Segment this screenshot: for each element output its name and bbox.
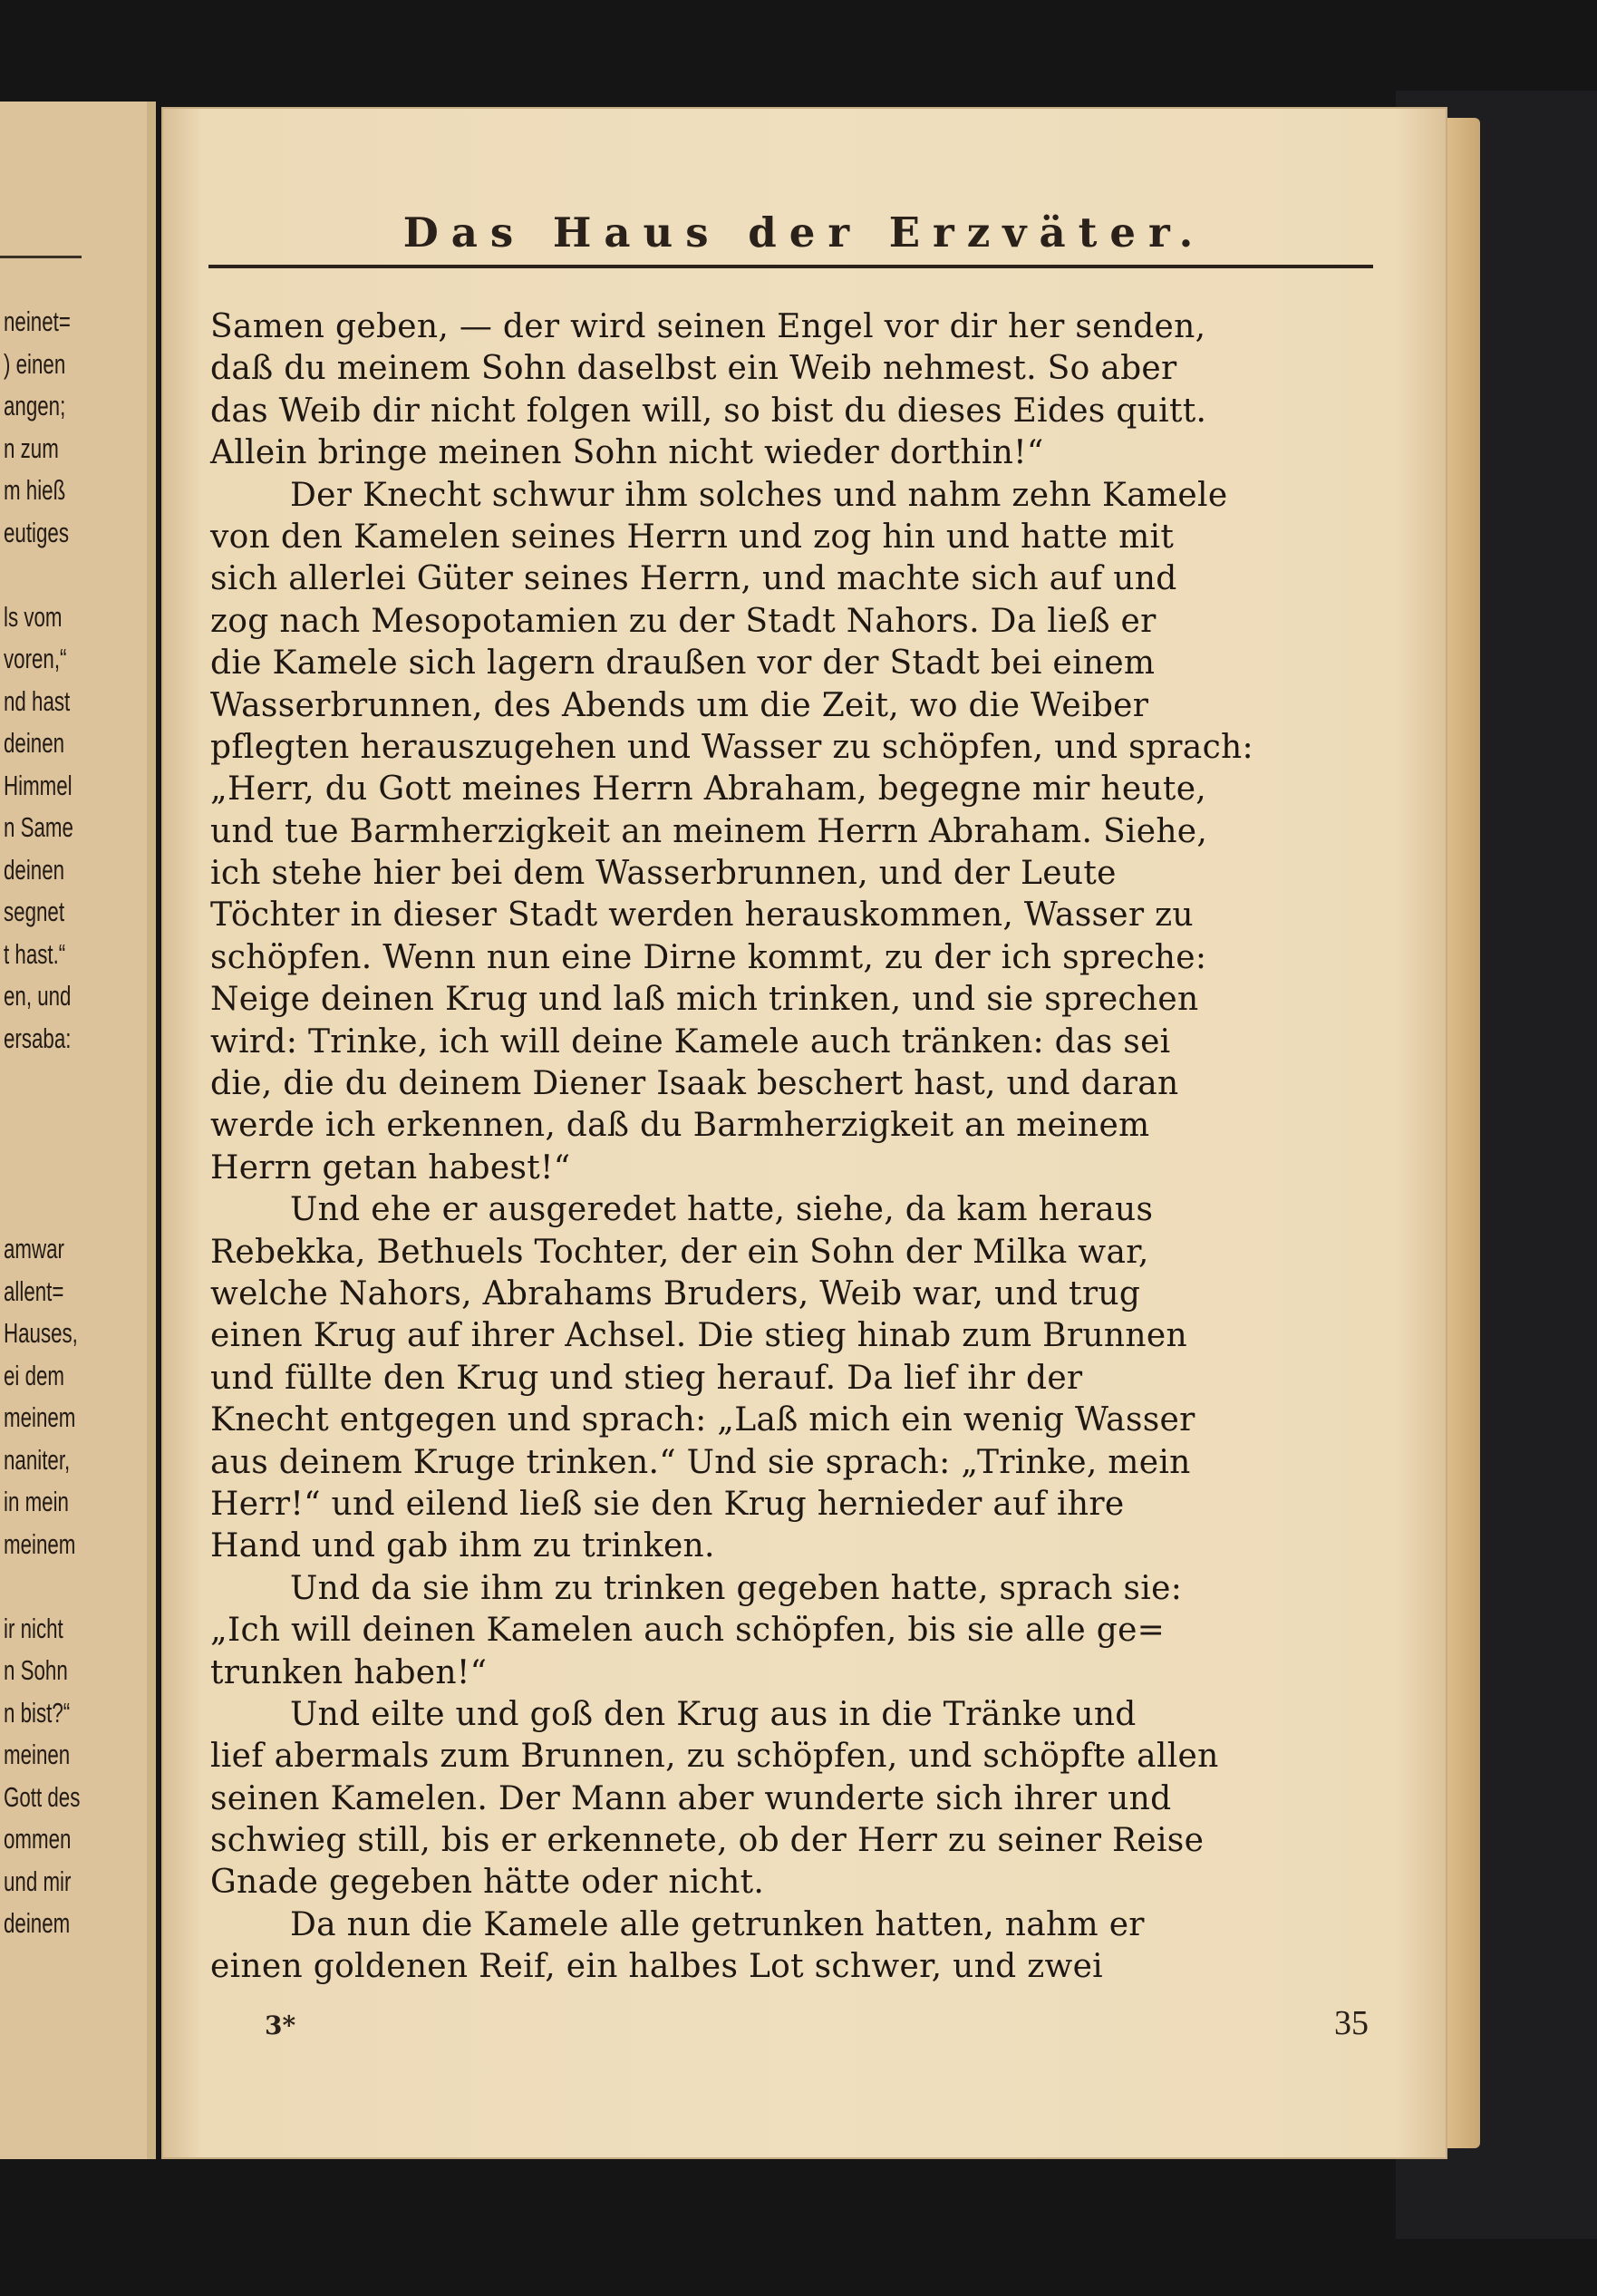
left-text-fragment: segnet <box>4 896 65 927</box>
left-text-fragment: deinen <box>4 727 65 759</box>
text-line: und füllte den Krug und stieg herauf. Da lief ihr der <box>210 1359 1083 1397</box>
left-text-fragment <box>4 1064 80 1107</box>
right-page <box>163 109 1446 2157</box>
left-text-fragment: Gott des <box>4 1780 81 1813</box>
text-line: aus deinem Kruge trinken.“ Und sie sprach: „Trinke, mein <box>210 1443 1191 1481</box>
left-text-fragment: en, und <box>4 980 72 1012</box>
text-line: Und da sie ihm zu trinken gegeben hatte, sprach sie: <box>290 1569 1183 1607</box>
text-line: Neige deinen Krug und laß mich trinken, und sie sprechen <box>210 981 1199 1019</box>
left-text-fragment: und mir <box>4 1865 72 1897</box>
text-line: von den Kamelen seines Herrn und zog hin und hatte mit <box>210 518 1175 556</box>
left-text-fragment: ir nicht <box>4 1612 63 1644</box>
left-text-fragment: Himmel <box>4 769 73 801</box>
left-text-fragment: deinen <box>4 853 65 886</box>
left-page-text <box>4 305 110 1950</box>
text-line: Knecht entgegen und sprach: „Laß mich ein wenig Wasser <box>210 1401 1195 1439</box>
text-line: „Ich will deinen Kamelen auch schöpfen, bis sie alle ge= <box>210 1612 1166 1650</box>
text-line: Gnade gegeben hätte oder nicht. <box>210 1864 765 1902</box>
text-line: Herrn getan habest!“ <box>210 1148 571 1187</box>
text-line: ich stehe hier bei dem Wasserbrunnen, und der Leute <box>210 855 1117 893</box>
left-page <box>0 102 156 2159</box>
text-line: schwieg still, bis er erkennete, ob der Herr zu seiner Reise <box>210 1822 1205 1860</box>
left-text-fragment: ersaba: <box>4 1022 72 1054</box>
left-text-fragment: eutiges <box>4 516 69 548</box>
page-number: 35 <box>1334 2004 1369 2042</box>
signature-mark: 3* <box>265 2010 296 2040</box>
left-text-fragment: naniter, <box>4 1443 71 1476</box>
text-line: einen Krug auf ihrer Achsel. Die stieg hinab zum Brunnen <box>210 1317 1187 1355</box>
left-text-fragment <box>4 1570 80 1613</box>
text-line: Und ehe er ausgeredet hatte, siehe, da kam heraus <box>290 1191 1154 1229</box>
text-line: lief abermals zum Brunnen, zu schöpfen, und schöpfte allen <box>210 1738 1219 1776</box>
text-line: Herr!“ und eilend ließ sie den Krug hernieder auf ihre <box>210 1485 1125 1523</box>
running-head: Das Haus der Erzväter. <box>402 208 1206 257</box>
text-line: das Weib dir nicht folgen will, so bist du dieses Eides quitt. <box>210 392 1207 430</box>
left-text-fragment <box>4 1191 80 1234</box>
text-line: die Kamele sich lagern draußen vor der Stadt bei einem <box>210 644 1156 683</box>
text-line: Wasserbrunnen, des Abends um die Zeit, wo die Weiber <box>210 686 1149 724</box>
text-line: werde ich erkennen, daß du Barmherzigkeit an meinem <box>210 1107 1150 1145</box>
text-line: daß du meinem Sohn daselbst ein Weib nehmest. So aber <box>210 350 1177 388</box>
left-text-fragment: allent= <box>4 1274 64 1307</box>
left-text-fragment: m hieß <box>4 474 66 506</box>
left-text-fragment: angen; <box>4 390 66 421</box>
left-text-fragment: Hauses, <box>4 1317 78 1349</box>
text-line: und tue Barmherzigkeit an meinem Herrn Abraham. Siehe, <box>210 812 1208 850</box>
left-text-fragment: amwar <box>4 1233 64 1264</box>
text-line: pflegten herauszugehen und Wasser zu schöpfen, und sprach: <box>210 728 1253 766</box>
text-line: „Herr, du Gott meines Herrn Abraham, begegne mir heute, <box>210 770 1207 809</box>
text-line: Hand und gab ihm zu trinken. <box>210 1527 715 1565</box>
left-text-fragment: n Same <box>4 811 73 843</box>
text-line: Und eilte und goß den Krug aus in die Tränke und <box>290 1695 1137 1733</box>
text-line: seinen Kamelen. Der Mann aber wunderte sich ihrer und <box>210 1779 1172 1817</box>
left-text-fragment <box>4 1148 80 1191</box>
left-text-fragment <box>4 1107 80 1149</box>
left-text-fragment: t hast.“ <box>4 937 66 970</box>
left-text-fragment: in mein <box>4 1486 69 1517</box>
text-line: Da nun die Kamele alle getrunken hatten, nahm er <box>290 1905 1145 1943</box>
left-text-fragment: voren,“ <box>4 643 67 674</box>
left-text-fragment: n bist?“ <box>4 1696 71 1729</box>
left-text-fragment: meinem <box>4 1527 76 1560</box>
running-head-rule <box>208 265 1373 268</box>
left-text-fragment: deinem <box>4 1907 71 1939</box>
left-page-rule <box>0 256 82 258</box>
text-line: trunken haben!“ <box>210 1653 488 1691</box>
text-line: schöpfen. Wenn nun eine Dirne kommt, zu der ich spreche: <box>210 938 1207 976</box>
left-text-fragment: ommen <box>4 1823 72 1855</box>
text-line: welche Nahors, Abrahams Bruders, Weib war, und trug <box>210 1274 1141 1313</box>
text-line: wird: Trinke, ich will deine Kamele auch tränken: das sei <box>210 1022 1171 1061</box>
text-line: Samen geben, — der wird seinen Engel vor dir her senden, <box>210 308 1206 345</box>
left-text-fragment: meinem <box>4 1401 76 1433</box>
left-text-fragment: ei dem <box>4 1359 64 1391</box>
left-text-fragment: nd hast <box>4 684 71 717</box>
left-text-fragment: meinen <box>4 1739 71 1770</box>
left-text-fragment: neinet= <box>4 305 71 337</box>
text-line: Allein bringe meinen Sohn nicht wieder dorthin!“ <box>210 434 1044 472</box>
left-text-fragment: ls vom <box>4 600 63 633</box>
left-text-fragment: ) einen <box>4 347 66 380</box>
text-line: Der Knecht schwur ihm solches und nahm zehn Kamele <box>290 476 1228 514</box>
text-line: einen goldenen Reif, ein halbes Lot schwer, und zwei <box>210 1948 1103 1986</box>
left-text-fragment: n zum <box>4 431 59 464</box>
text-line: sich allerlei Güter seines Herrn, und machte sich auf und <box>210 560 1177 598</box>
body-text <box>210 306 1379 1989</box>
text-line: Rebekka, Bethuels Tochter, der ein Sohn der Milka war, <box>210 1233 1149 1271</box>
text-line: zog nach Mesopotamien zu der Stadt Nahors. Da ließ er <box>210 602 1157 640</box>
text-line: die, die du deinem Diener Isaak beschert hast, und daran <box>210 1065 1179 1103</box>
left-text-fragment: n Sohn <box>4 1654 68 1686</box>
left-text-fragment <box>4 558 80 601</box>
text-line: Töchter in dieser Stadt werden herauskommen, Wasser zu <box>210 896 1194 935</box>
